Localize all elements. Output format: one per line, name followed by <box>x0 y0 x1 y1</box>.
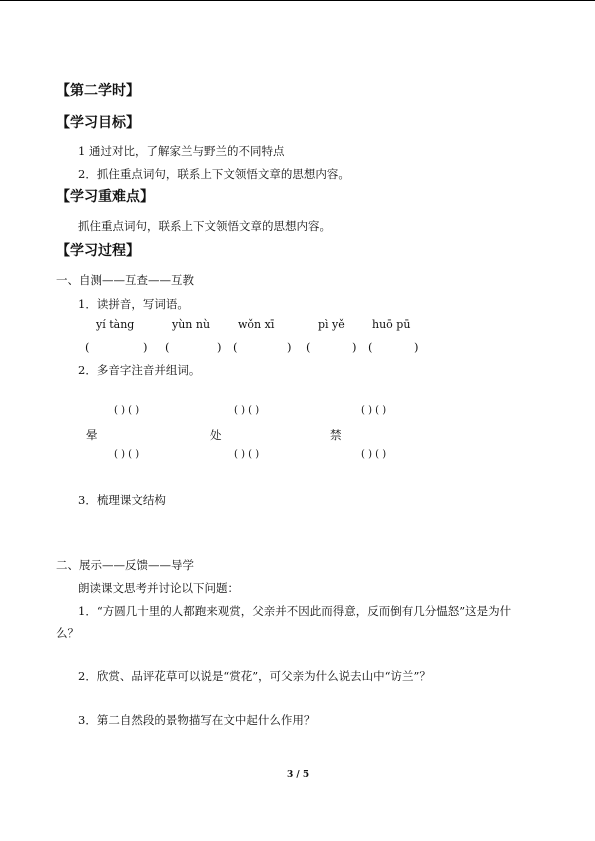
pinyin-2: yùn nù <box>172 318 211 331</box>
poly-2-blanks-bottom: ( ) ( ) <box>234 449 260 460</box>
blank-1-close: ) <box>143 340 148 354</box>
blank-1-open: ( <box>85 340 90 354</box>
blank-2-close: ) <box>217 340 222 354</box>
goal-1: 1 通过对比，了解家兰与野兰的不同特点 <box>78 144 285 158</box>
blank-3-open: ( <box>233 340 238 354</box>
discussion-q1-line1: 1．“方圆几十里的人都跑来观赏，父亲并不因此而得意，反而倒有几分愠怒”这是为什 <box>78 604 512 618</box>
blank-4-open: ( <box>306 340 311 354</box>
blank-5-open: ( <box>368 340 373 354</box>
blank-2-open: ( <box>165 340 170 354</box>
blank-3-close: ) <box>287 340 292 354</box>
poly-1-blanks-top: ( ) ( ) <box>114 405 140 416</box>
heading-key-points: 【学习重难点】 <box>56 189 154 205</box>
key-points-text: 抓住重点词句，联系上下文领悟文章的思想内容。 <box>78 219 331 233</box>
poly-char-3: 禁 <box>330 428 342 442</box>
poly-1-blanks-bottom: ( ) ( ) <box>114 449 140 460</box>
pinyin-5: huō pū <box>372 318 411 331</box>
question-1: 1．读拼音，写词语。 <box>78 297 189 311</box>
blank-4-close: ) <box>352 340 357 354</box>
discussion-q3: 3．第二自然段的景物描写在文中起什么作用？ <box>78 713 316 727</box>
goal-2: 2．抓住重点词句，联系上下文领悟文章的思想内容。 <box>78 167 350 181</box>
question-2: 2．多音字注音并组词。 <box>78 363 201 377</box>
pinyin-1: yí tàng <box>96 318 135 331</box>
heading-goals: 【学习目标】 <box>56 115 140 131</box>
discussion-intro: 朗读课文思考并讨论以下问题： <box>78 581 239 595</box>
question-3: 3．梳理课文结构 <box>78 493 166 507</box>
pinyin-3: wǒn xī <box>238 318 275 331</box>
poly-char-2: 处 <box>210 428 222 442</box>
page-top-border <box>0 0 595 1</box>
blank-5-close: ) <box>414 340 419 354</box>
part-2-title: 二、展示——反馈——导学 <box>56 558 194 572</box>
poly-2-blanks-top: ( ) ( ) <box>234 405 260 416</box>
discussion-q2: 2．欣赏、品评花草可以说是“赏花”，可父亲为什么说去山中“访兰”？ <box>78 669 431 683</box>
heading-lesson: 【第二学时】 <box>56 83 140 99</box>
discussion-q1-line2: 么？ <box>56 626 79 640</box>
poly-3-blanks-bottom: ( ) ( ) <box>361 449 387 460</box>
pinyin-4: pì yě <box>318 318 345 331</box>
heading-process: 【学习过程】 <box>56 243 140 259</box>
poly-char-1: 晕 <box>86 428 98 442</box>
poly-3-blanks-top: ( ) ( ) <box>361 405 387 416</box>
page-number: 3 / 5 <box>287 770 310 780</box>
part-1-title: 一、自测——互查——互教 <box>56 273 194 287</box>
